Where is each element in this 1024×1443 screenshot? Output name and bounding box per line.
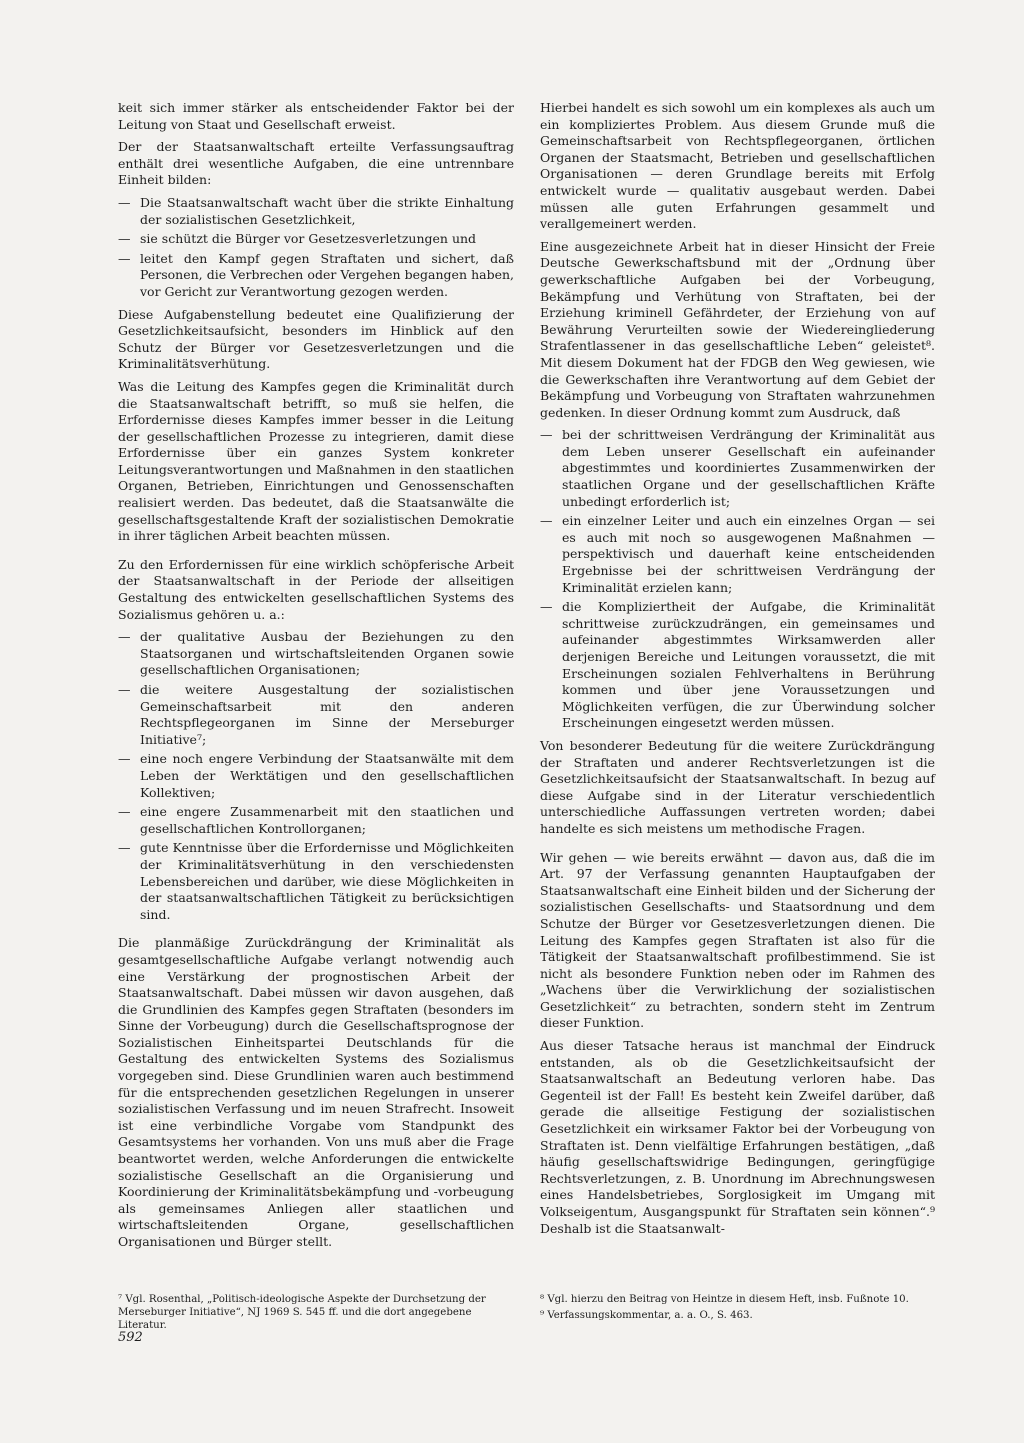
paragraph: Eine ausgezeichnete Arbeit hat in dieser Hinsicht der Freie Deutsche Gewerkschaftsbund mit der „Ordnung über gewerkschaftliche Aufgaben bei der Vorbeugung, Bekämpfung und Verhütung von Straftaten, bei der Erziehung kriminell Gefährdeter, der Erziehung von auf Bewährung Verurteilten sowie der Wiedereingliederung Strafentlassener in das gesellschaftliche Leben“ geleistet⁸. Mit diesem Dokument hat der FDGB den Weg gewiesen, wie die Gewerkschaften ihre Verantwortung auf dem Gebiet der Bekämpfung und Vorbeugung von Straftaten wahrzunehmen gedenken. In dieser Ordnung kommt zum Ausdruck, daß bbox=[540, 238, 935, 420]
list-item: — Die Staatsanwaltschaft wacht über die strikte Einhaltung der sozialistischen Gesetzlichkeit, bbox=[118, 195, 514, 228]
footnotes-left bbox=[118, 1293, 514, 1335]
paragraph: Der der Staatsanwaltschaft erteilte Verfassungsauftrag enthält drei wesentliche Aufgaben, die eine untrennbare Einheit bilden: bbox=[118, 139, 514, 188]
paragraph: Hierbei handelt es sich sowohl um ein komplexes als auch um ein kompliziertes Problem. Aus diesem Grunde muß die Gemeinschaftsarbeit von Rechtspflegeorganen, örtlichen Organen der Staatsmacht, Betrieben und gesellschaftlichen Organisationen — deren Grundlage bereits mit Erfolg entwickelt wurde — qualitativ ausgebaut werden. Dabei müssen alle guten Erfahrungen gesammelt und verallgemeinert werden. bbox=[540, 100, 935, 232]
paragraph: keit sich immer stärker als entscheidender Faktor bei der Leitung von Staat und Gesellschaft erweist. bbox=[118, 100, 514, 132]
paragraph: Aus dieser Tatsache heraus ist manchmal der Eindruck entstanden, als ob die Gesetzlichkeitsaufsicht der Staatsanwaltschaft an Bedeutung verloren habe. Das Gegenteil ist der Fall! Es besteht kein Zweifel darüber, daß gerade die allseitige Festigung der sozialistischen Gesetzlichkeit ein wirksamer Faktor bei der Vorbeugung von Straftaten ist. Denn vielfältige Erfahrungen bestätigen, „daß häufig gesellschaftswidrige Bedingungen, geringfügige Rechtsverletzungen, z. B. Unordnung im Abrechnungswesen eines Handelsbetriebes, Sorglosigkeit im Umgang mit Volkseigentum, Ausgangspunkt für Straftaten sein können“.⁹ Deshalb ist die Staatsanwalt- bbox=[540, 1038, 935, 1236]
footnote: ⁸ Vgl. hierzu den Beitrag von Heintze in diesem Heft, insb. Fußnote 10. bbox=[540, 1294, 909, 1305]
dash-list bbox=[118, 629, 514, 923]
paragraph: Wir gehen — wie bereits erwähnt — davon aus, daß die im Art. 97 der Verfassung genannten Hauptaufgaben der Staatsanwaltschaft eine Einheit bilden und der Sicherung der sozialistischen Gesellschafts- und Staatsordnung und dem Schutze der Bürger vor Gesetzesverletzungen dienen. Die Leitung des Kampfes gegen Straftaten ist also für die Tätigkeit der Staatsanwaltschaft profilbestimmend. Sie ist nicht als besondere Funktion neben oder im Rahmen des „Wachens über die Verwirklichung der sozialistischen Gesetzlichkeit“ zu betrachten, sondern steht im Zentrum dieser Funktion. bbox=[540, 849, 935, 1031]
paragraph: Was die Leitung des Kampfes gegen die Kriminalität durch die Staatsanwaltschaft betrifft, so muß sie helfen, die Erfordernisse dieses Kampfes immer besser in die Leitung der gesellschaftlichen Prozesse zu integrieren, damit diese Erfordernisse über ein ganzes System konkreter Leitungsverantwortungen und Maßnahmen in den staatlichen Organen, Betrieben, Einrichtungen und Genossenschaften realisiert werden. Das bedeutet, daß die Staatsanwälte die gesellschaftsgestaltende Kraft der sozialistischen Demokratie in ihrer täglichen Arbeit beachten müssen. bbox=[118, 378, 514, 544]
dash-list bbox=[118, 195, 514, 301]
paragraph: Die planmäßige Zurückdrängung der Kriminalität als gesamtgesellschaftliche Aufgabe verlangt notwendig auch eine Verstärkung der prognostischen Arbeit der Staatsanwaltschaft. Dabei müssen wir davon ausgehen, daß die Grundlinien des Kampfes gegen Straftaten (besonders im Sinne der Vorbeugung) durch die Gesellschaftsprognose der Sozialistischen Einheitspartei Deutschlands für die Gestaltung des entwickelten Systems des Sozialismus vorgegeben sind. Diese Grundlinien waren auch bestimmend für die entsprechenden gesetzlichen Regelungen in unserer sozialistischen Verfassung und im neuen Strafrecht. Insoweit ist eine verbindliche Vorgabe vom Standpunkt des Gesamtsystems her vorhanden. Von uns muß aber die Frage beantwortet werden, welche Anforderungen die entwickelte sozialistische Gesellschaft an die Organisierung und Koordinierung der Kriminalitätsbekämpfung und -vorbeugung als gemeinsames Anliegen aller staatlichen und wirtschaftsleitenden Organe, gesellschaftlichen Organisationen und Bürger stellt. bbox=[118, 935, 514, 1249]
left-column bbox=[118, 100, 514, 1257]
list-item: — die weitere Ausgestaltung der sozialistischen Gemeinschaftsarbeit mit den anderen Rechtspflegeorganen im Sinne der Merseburger Initiative⁷; bbox=[118, 682, 514, 748]
list-item: — der qualitative Ausbau der Beziehungen zu den Staatsorganen und wirtschaftsleitenden Organen sowie gesellschaftlichen Organisationen; bbox=[118, 629, 514, 679]
footnote: ⁹ Verfassungskommentar, a. a. O., S. 463. bbox=[540, 1310, 753, 1321]
page-number: 592 bbox=[118, 1330, 143, 1345]
paragraph: Diese Aufgabenstellung bedeutet eine Qualifizierung der Gesetzlichkeitsaufsicht, besonders im Hinblick auf den Schutz der Bürger vor Gesetzesverletzungen und die Kriminalitätsverhütung. bbox=[118, 306, 514, 372]
list-item: — die Kompliziertheit der Aufgabe, die Kriminalität schrittweise zurückzudrängen, ein gemeinsames und aufeinander abgestimmtes Wirksamwerden aller derjenigen Bereiche und Leitungen voraussetzt, die mit Erscheinungen sozialen Fehlverhaltens in Berührung kommen und über jene Voraussetzungen und Möglichkeiten verfügen, die zur Überwindung solcher Erscheinungen eingesetzt werden müssen. bbox=[540, 599, 935, 732]
right-column bbox=[540, 100, 935, 1243]
dash-list bbox=[540, 427, 935, 732]
list-item: — eine noch engere Verbindung der Staatsanwälte mit dem Leben der Werktätigen und den gesellschaftlichen Kollektiven; bbox=[118, 751, 514, 801]
footnote: ⁷ Vgl. Rosenthal, „Politisch-ideologische Aspekte der Durchsetzung der Merseburger Initiative“, NJ 1969 S. 545 ff. und die dort angegebene Literatur. bbox=[118, 1294, 486, 1331]
list-item: — eine engere Zusammenarbeit mit den staatlichen und gesellschaftlichen Kontrollorganen; bbox=[118, 804, 514, 837]
list-item: — sie schützt die Bürger vor Gesetzesverletzungen und bbox=[118, 231, 514, 248]
list-item: — gute Kenntnisse über die Erfordernisse und Möglichkeiten der Kriminalitätsverhütung in den verschiedensten Lebensbereichen und darüber, wie diese Möglichkeiten in der staatsanwaltschaftlichen Tätigkeit zu berücksichtigen sind. bbox=[118, 840, 514, 923]
list-item: — bei der schrittweisen Verdrängung der Kriminalität aus dem Leben unserer Gesellschaft ein aufeinander abgestimmtes und koordiniertes Zusammenwirken der staatlichen Organe und der gesellschaftlichen Kräfte unbedingt erforderlich ist; bbox=[540, 427, 935, 510]
list-item: — leitet den Kampf gegen Straftaten und sichert, daß Personen, die Verbrechen oder Vergehen begangen haben, vor Gericht zur Verantwortung gezogen werden. bbox=[118, 251, 514, 301]
paragraph: Zu den Erfordernissen für eine wirklich schöpferische Arbeit der Staatsanwaltschaft in der Periode der allseitigen Gestaltung des entwickelten gesellschaftlichen Systems des Sozialismus gehören u. a.: bbox=[118, 556, 514, 622]
list-item: — ein einzelner Leiter und auch ein einzelnes Organ — sei es auch mit noch so ausgewogenen Maßnahmen — perspektivisch und dauerhaft keine entscheidenden Ergebnisse bei der schrittweisen Verdrängung der Kriminalität erzielen kann; bbox=[540, 513, 935, 596]
paragraph: Von besonderer Bedeutung für die weitere Zurückdrängung der Straftaten und anderer Rechtsverletzungen ist die Gesetzlichkeitsaufsicht der Staatsanwaltschaft. In bezug auf diese Aufgabe sind in der Literatur verschiedentlich unterschiedliche Auffassungen vertreten worden; dabei handelte es sich meistens um methodische Fragen. bbox=[540, 737, 935, 836]
footnotes-right bbox=[540, 1293, 935, 1325]
